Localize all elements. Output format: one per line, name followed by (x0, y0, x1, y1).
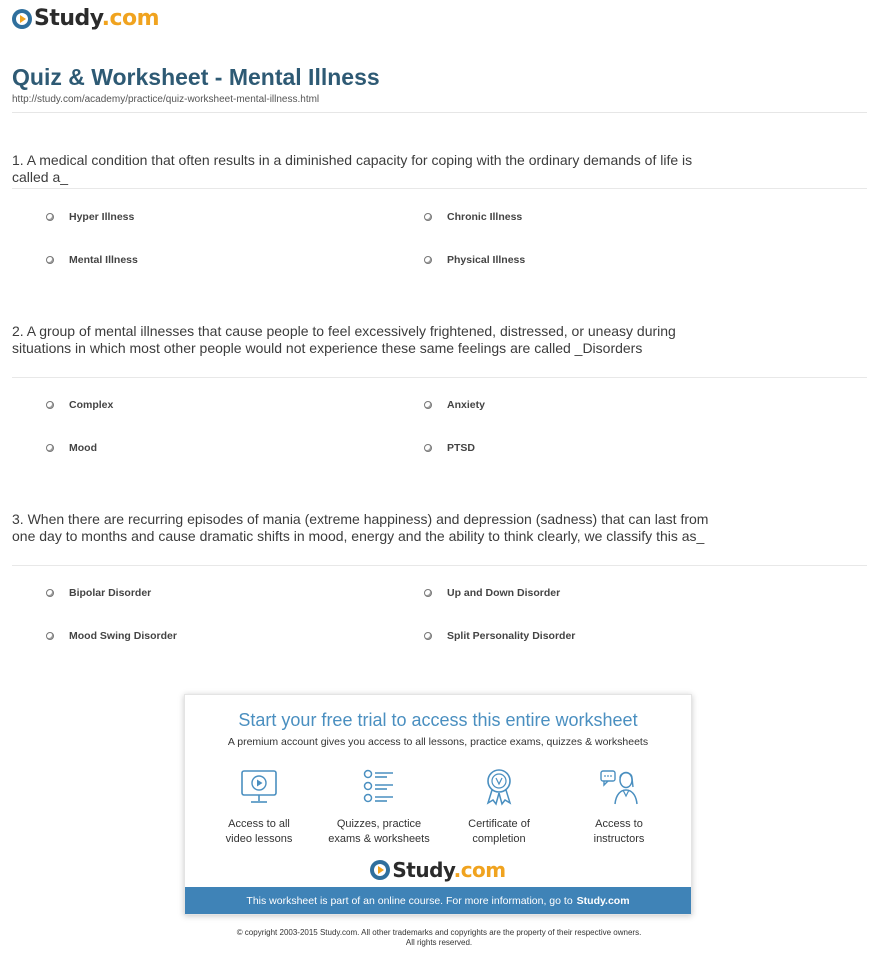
feature-1-line2: video lessons (225, 833, 293, 845)
radio-icon[interactable] (46, 444, 54, 452)
radio-icon[interactable] (424, 444, 432, 452)
feature-4-line1: Access to (595, 818, 643, 830)
question-3-option-d[interactable]: Split Personality Disorder (424, 630, 575, 642)
brand-suffix: .com (101, 6, 160, 31)
question-1-option-c[interactable]: Mental Illness (46, 254, 138, 266)
radio-icon[interactable] (46, 401, 54, 409)
radio-icon[interactable] (46, 256, 54, 264)
question-2-text: 2. A group of mental illnesses that cause people to feel excessively frightened, distressed, or uneasy during situations in which most other people would not experience these same feelings are called _Disorders (12, 323, 676, 356)
question-2-option-a[interactable]: Complex (46, 399, 113, 411)
question-1-option-a[interactable]: Hyper Illness (46, 211, 134, 223)
header-divider (12, 112, 867, 113)
promo-footer-bar (185, 887, 691, 914)
radio-icon[interactable] (424, 589, 432, 597)
play-logo-icon (12, 9, 32, 29)
question-3-option-a[interactable]: Bipolar Disorder (46, 587, 151, 599)
promo-brand-suffix: .com (453, 858, 506, 882)
question-3-text: 3. When there are recurring episodes of mania (extreme happiness) and depression (sadness) that can last from one day to months and cause dramatic shifts in mood, energy and the ability to think clearly, we classify this as_ (12, 511, 709, 544)
page-url: http://study.com/academy/practice/quiz-worksheet-mental-illness.html (12, 94, 320, 105)
promo-heading[interactable]: Start your free trial to access this entire worksheet (238, 710, 638, 730)
question-3-divider (12, 565, 867, 566)
certificate-icon (479, 767, 519, 807)
question-1-option-b[interactable]: Chronic Illness (424, 211, 522, 223)
radio-icon[interactable] (46, 213, 54, 221)
feature-certificate (439, 767, 559, 847)
copyright-line-1: © copyright 2003-2015 Study.com. All other trademarks and copyrights are the property of their respective owners. (236, 928, 642, 937)
promo-brand-name: Study (392, 858, 454, 882)
page-title: Quiz & Worksheet - Mental Illness (12, 64, 380, 90)
feature-3-line1: Certificate of (468, 818, 530, 830)
radio-icon[interactable] (424, 213, 432, 221)
promo-footer-text: This worksheet is part of an online course. For more information, go to (246, 894, 573, 907)
play-logo-icon (370, 860, 390, 880)
question-2-option-c[interactable]: Mood (46, 442, 97, 454)
feature-video-lessons (199, 767, 319, 847)
video-lesson-icon (239, 767, 279, 807)
question-1-divider (12, 188, 867, 189)
radio-icon[interactable] (424, 632, 432, 640)
feature-2-line2: exams & worksheets (328, 833, 430, 845)
promo-subheading: A premium account gives you access to all lessons, practice exams, quizzes & worksheets (227, 736, 649, 748)
feature-2-line1: Quizzes, practice (336, 818, 422, 830)
question-2-divider (12, 377, 867, 378)
feature-quizzes (319, 767, 439, 847)
question-2-option-b[interactable]: Anxiety (424, 399, 485, 411)
copyright-notice (0, 928, 878, 948)
question-1-text: 1. A medical condition that often results in a diminished capacity for coping with the ordinary demands of life is called a_ (12, 152, 693, 185)
radio-icon[interactable] (424, 401, 432, 409)
question-2-option-d[interactable]: PTSD (424, 442, 475, 454)
quiz-list-icon (359, 767, 399, 807)
feature-3-line2: completion (472, 833, 526, 845)
radio-icon[interactable] (46, 589, 54, 597)
instructor-icon (599, 767, 639, 807)
feature-instructors (559, 767, 679, 847)
radio-icon[interactable] (46, 632, 54, 640)
question-3-option-b[interactable]: Up and Down Disorder (424, 587, 560, 599)
feature-4-line2: instructors (593, 833, 645, 845)
promo-footer-link[interactable]: Study.com (576, 894, 630, 907)
question-1-option-d[interactable]: Physical Illness (424, 254, 525, 266)
promo-study-logo[interactable] (185, 858, 691, 882)
question-3-option-c[interactable]: Mood Swing Disorder (46, 630, 177, 642)
copyright-line-2: All rights reserved. (405, 938, 473, 947)
feature-1-line1: Access to all (228, 818, 290, 830)
radio-icon[interactable] (424, 256, 432, 264)
free-trial-promo[interactable] (184, 694, 692, 915)
study-logo[interactable] (12, 6, 159, 31)
brand-name: Study (34, 6, 102, 31)
